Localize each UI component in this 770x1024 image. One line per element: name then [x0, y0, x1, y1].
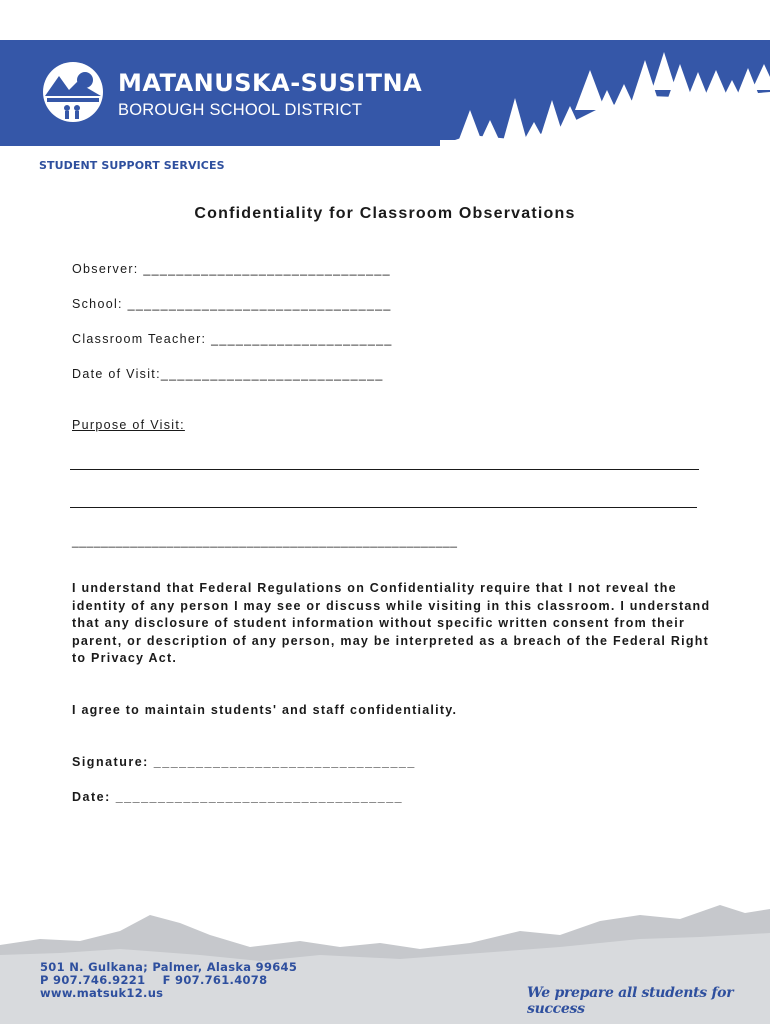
observer-field[interactable] — [72, 262, 391, 276]
date-blank[interactable]: __________________________________ — [115, 790, 404, 804]
observer-label: Observer: — [72, 262, 144, 276]
classroom-teacher-label: Classroom Teacher: — [72, 332, 212, 346]
footer-address: 501 N. Gulkana; Palmer, Alaska 99645 — [40, 960, 298, 974]
date-of-visit-blank[interactable]: ___________________________ — [160, 367, 384, 381]
date-of-visit-label: Date of Visit: — [72, 367, 161, 381]
signature-field[interactable] — [72, 755, 416, 769]
footer-phone-fax: P 907.746.9221 F 907.761.4078 — [40, 973, 268, 987]
footer-address-block — [40, 961, 297, 1000]
district-name: MATANUSKA-SUSITNA — [118, 69, 423, 97]
purpose-line-3[interactable]: _____________________________________________________ — [72, 534, 458, 548]
footer-tagline: We prepare all students for success — [527, 985, 734, 1017]
district-subtitle: BOROUGH SCHOOL DISTRICT — [118, 101, 363, 119]
signature-label: Signature: — [72, 755, 154, 769]
form-title: Confidentiality for Classroom Observations — [194, 205, 576, 222]
school-blank[interactable]: ________________________________ — [127, 297, 392, 311]
agreement-statement: I agree to maintain students' and staff confidentiality. — [72, 703, 458, 717]
date-label: Date: — [72, 790, 116, 804]
purpose-line-2[interactable] — [70, 507, 697, 508]
classroom-teacher-field[interactable] — [72, 332, 393, 346]
signature-blank[interactable]: _______________________________ — [153, 755, 416, 769]
department-name: STUDENT SUPPORT SERVICES — [39, 159, 225, 172]
purpose-of-visit-label: Purpose of Visit: — [72, 418, 185, 432]
observer-blank[interactable]: ______________________________ — [143, 262, 391, 276]
date-field[interactable] — [72, 790, 403, 804]
school-field[interactable] — [72, 297, 392, 311]
tree-silhouette-graphic — [0, 40, 770, 160]
footer-website[interactable]: www.matsuk12.us — [40, 986, 164, 1000]
date-of-visit-field[interactable] — [72, 367, 384, 381]
school-label: School: — [72, 297, 128, 311]
district-logo-icon — [41, 60, 105, 124]
classroom-teacher-blank[interactable]: ______________________ — [211, 332, 393, 346]
confidentiality-statement: I understand that Federal Regulations on Confidentiality require that I not reveal the identity of any person I may see or discuss while visiting in this classroom. I understand that any disclosure of student information without specific written consent from their parent, or description of any person, may be interpreted as a breach of the Federal Right to Privacy Act. — [72, 581, 711, 666]
purpose-line-1[interactable] — [70, 469, 699, 470]
